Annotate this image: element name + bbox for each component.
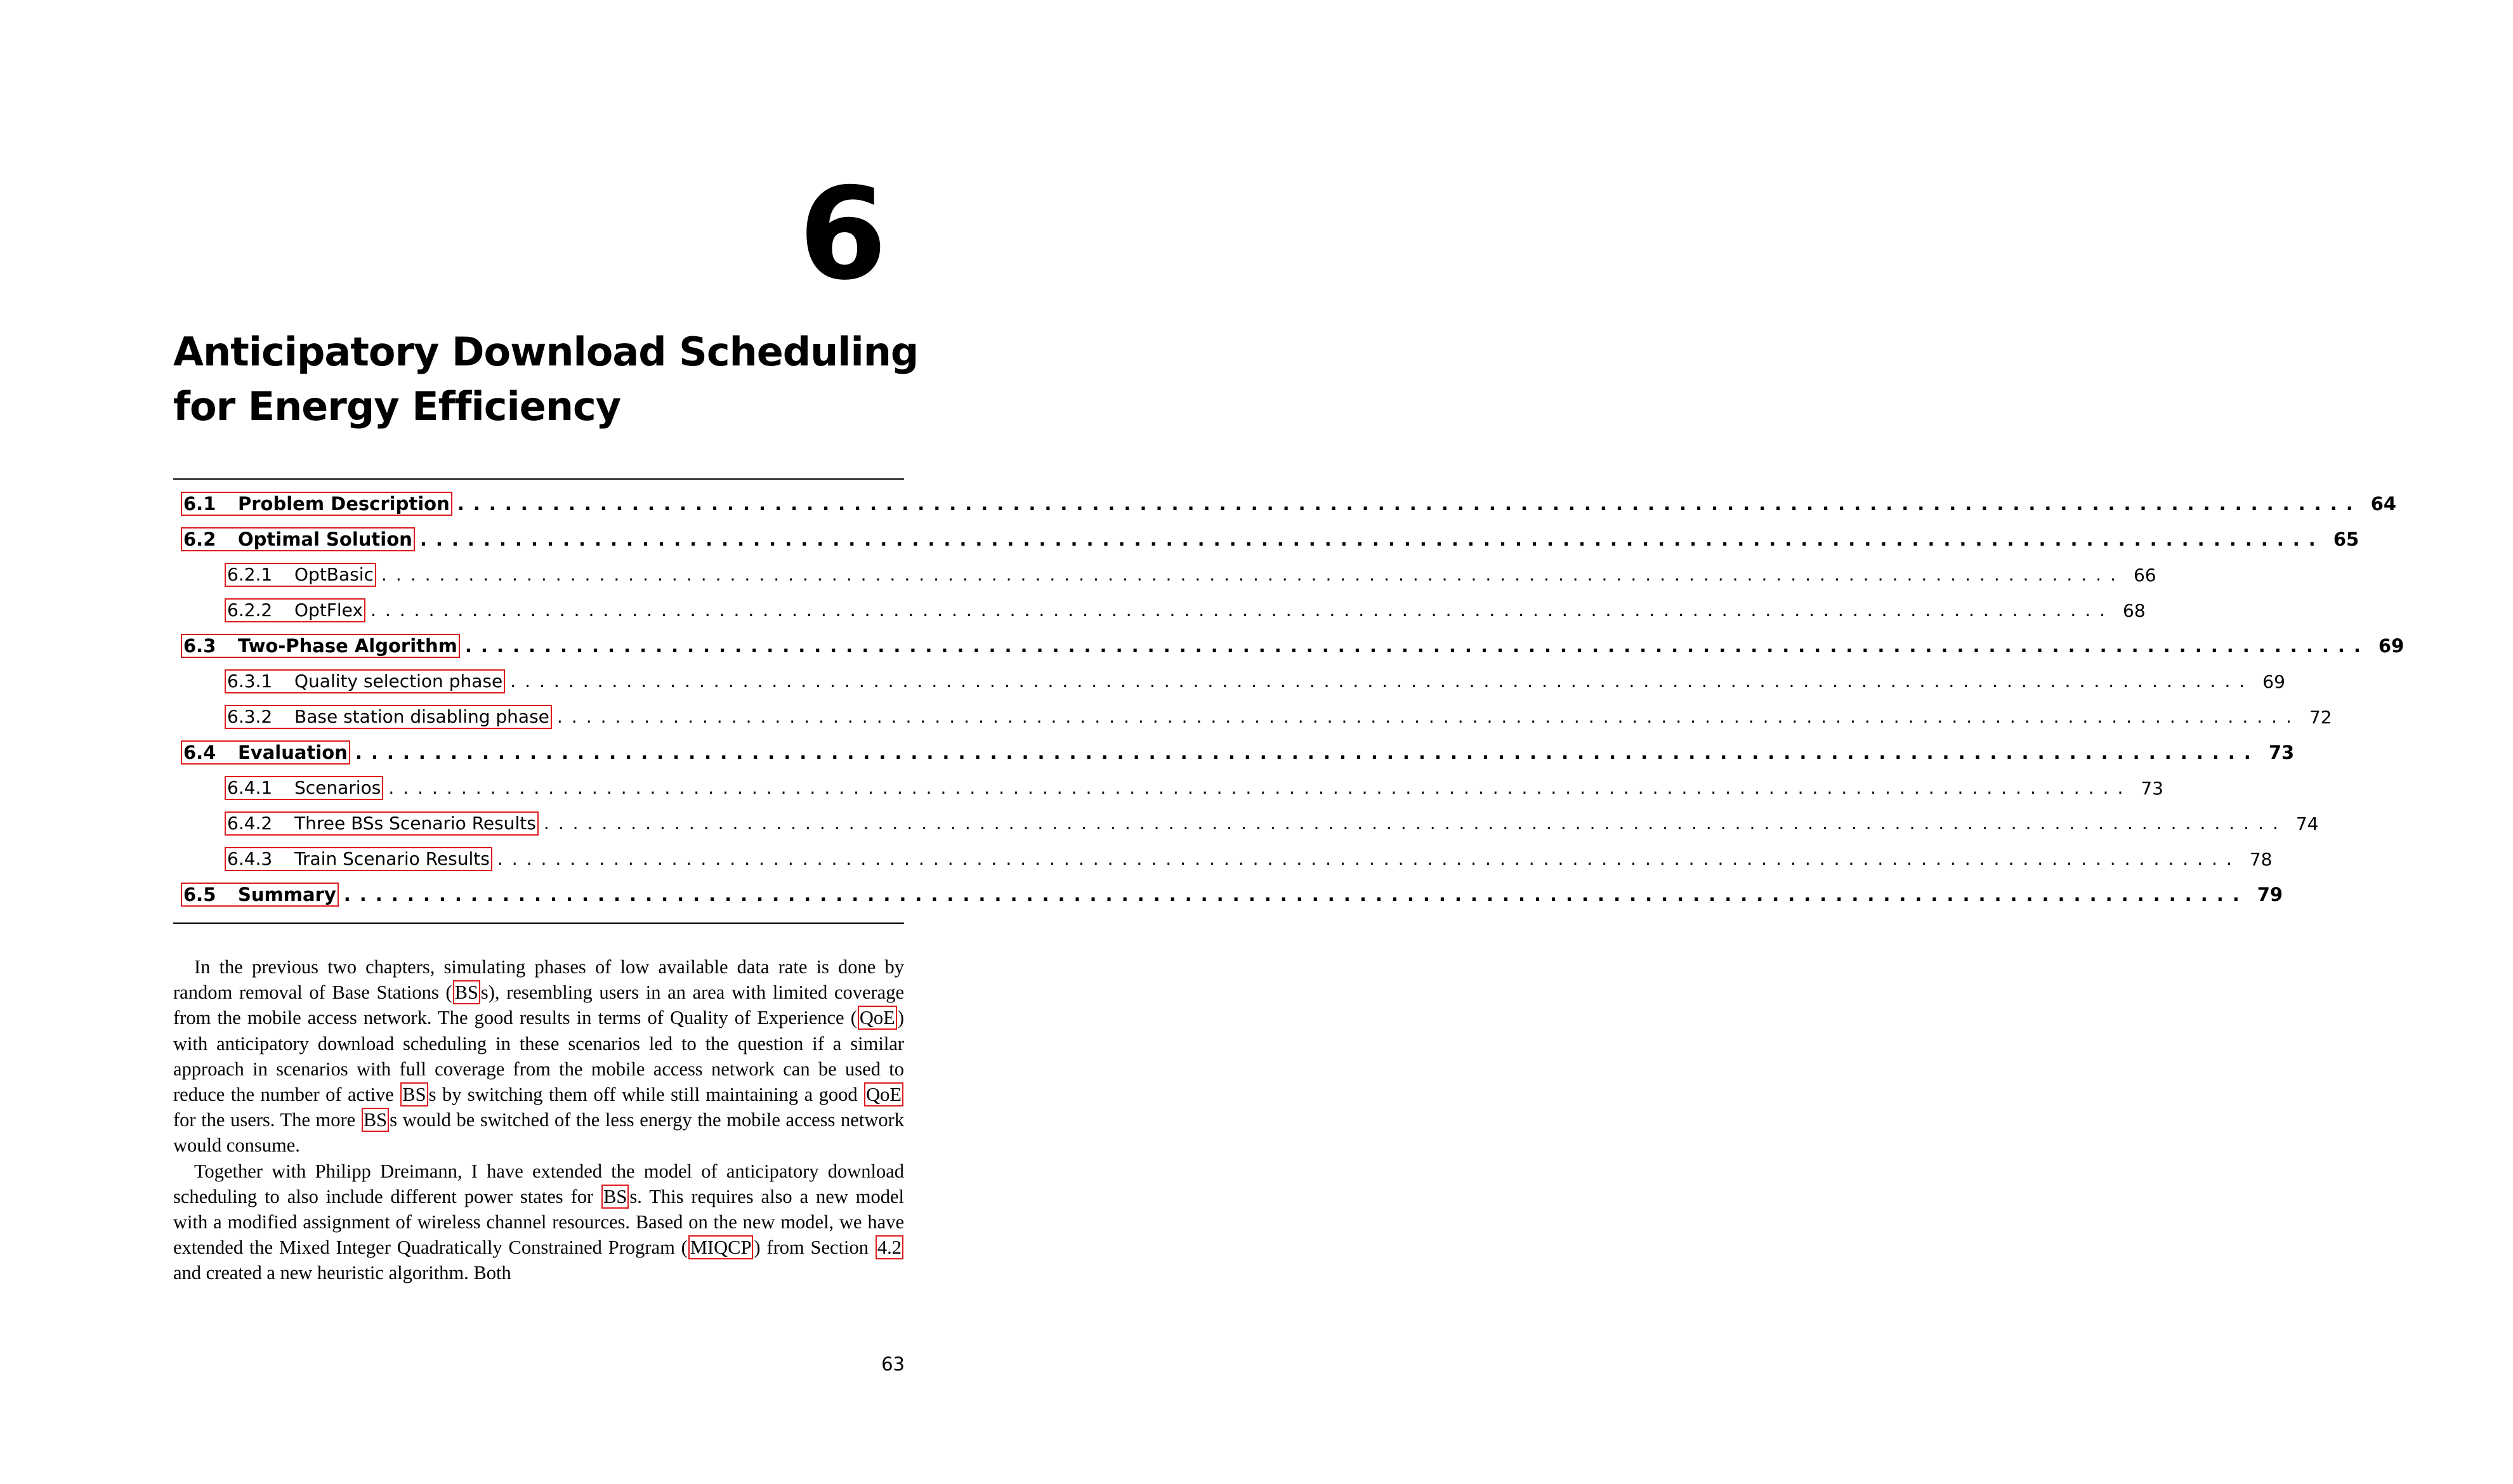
paragraph-text: Together with Philipp Dreimann, I have extended the model of anticipatory download scheduling to also include different power states for: [173, 1160, 904, 1207]
cross-reference-link[interactable]: MIQCP: [688, 1235, 754, 1259]
toc-entry: [173, 735, 2295, 770]
chapter-title-line-1: Anticipatory Download Scheduling: [173, 329, 919, 375]
cross-reference-link[interactable]: BS: [362, 1108, 389, 1132]
toc-leader-dots: ........................................................................................................................: [355, 742, 2260, 763]
toc-section-number: 6.4.3: [227, 848, 273, 869]
toc-leader-dots: ........................................................................................................................: [381, 564, 2125, 585]
toc-section-number: 6.3.2: [227, 706, 273, 727]
toc-page-number: 66: [2133, 564, 2156, 586]
paragraph-text: s would be switched of the less energy the mobile access network would consume.: [173, 1109, 904, 1157]
toc-section-title: Two-Phase Algorithm: [238, 634, 457, 657]
toc-page-number: 73: [2268, 742, 2295, 763]
toc-page-number: 73: [2141, 777, 2163, 799]
toc-link[interactable]: [225, 776, 383, 800]
toc-link[interactable]: [225, 847, 492, 871]
toc-section-title: Problem Description: [238, 492, 450, 515]
body-text: [173, 954, 904, 1286]
toc-page-number: 78: [2249, 848, 2273, 870]
toc-leader-dots: ........................................................................................................................: [457, 493, 2362, 515]
cross-reference-link[interactable]: 4.2: [876, 1235, 903, 1259]
table-of-contents: [173, 478, 2405, 924]
paragraph-text: ) from Section: [754, 1237, 875, 1259]
toc-link[interactable]: [225, 705, 552, 729]
toc-section-number: 6.2: [183, 528, 216, 550]
toc-section-number: 6.2.2: [227, 600, 273, 621]
chapter-title: [173, 325, 919, 434]
toc-leader-dots: ........................................................................................................................: [543, 813, 2287, 834]
cross-reference-link[interactable]: BS: [601, 1185, 629, 1209]
toc-link[interactable]: [225, 811, 539, 836]
toc-entry: [173, 770, 2163, 806]
toc-entry: [173, 664, 2285, 699]
toc-section-number: 6.4.2: [227, 813, 273, 834]
toc-section-number: 6.5: [183, 883, 216, 905]
toc-link[interactable]: [181, 740, 350, 765]
toc-entry: [173, 699, 2332, 735]
toc-section-number: 6.4: [183, 741, 216, 763]
toc-entry: [173, 522, 2359, 557]
toc-section-title: OptBasic: [294, 564, 374, 585]
toc-leader-dots: ........................................................................................................................: [497, 848, 2241, 869]
body-paragraph: [173, 954, 904, 1159]
paragraph-text: s), resembling users in an area with limited coverage from the mobile access network. The good results in terms of Quality of Experience (: [173, 982, 904, 1029]
toc-page-number: 74: [2295, 813, 2319, 834]
toc-page-number: 64: [2370, 493, 2397, 515]
toc-page-number: 65: [2333, 529, 2359, 550]
toc-link[interactable]: [181, 883, 339, 907]
toc-link[interactable]: [225, 563, 376, 587]
toc-page-number: 79: [2257, 884, 2283, 905]
toc-leader-dots: ........................................................................................................................: [419, 529, 2325, 550]
paragraph-text: In the previous two chapters, simulating phases of low available data rate is done by random removal of Base Stations (: [173, 956, 904, 1004]
toc-link[interactable]: [181, 634, 460, 658]
body-paragraph: [173, 1159, 904, 1286]
toc-page-number: 69: [2262, 671, 2285, 692]
toc-entry: [173, 593, 2146, 628]
toc-section-title: Train Scenario Results: [294, 848, 490, 869]
toc-link[interactable]: [225, 669, 505, 693]
paragraph-text: s by switching them off while still maintaining a good: [428, 1084, 864, 1106]
toc-entry: [173, 486, 2397, 522]
chapter-number: 6: [798, 161, 884, 308]
toc-leader-dots: ........................................................................................................................: [510, 671, 2254, 692]
toc-page-number: 68: [2123, 600, 2146, 621]
toc-section-number: 6.2.1: [227, 564, 273, 585]
toc-section-title: Optimal Solution: [238, 528, 412, 550]
toc-section-number: 6.1: [183, 492, 216, 515]
toc-section-number: 6.3: [183, 634, 216, 657]
toc-section-title: Evaluation: [238, 741, 348, 763]
toc-section-number: 6.4.1: [227, 777, 273, 798]
page-number: 63: [881, 1353, 905, 1375]
toc-section-title: Summary: [238, 883, 336, 905]
toc-entry: [173, 557, 2156, 593]
toc-page-number: 69: [2378, 635, 2405, 657]
toc-section-title: Three BSs Scenario Results: [294, 813, 536, 834]
toc-entry: [173, 841, 2273, 877]
paragraph-text: for the users. The more: [173, 1109, 361, 1131]
toc-link[interactable]: [225, 598, 365, 622]
toc-page-number: 72: [2309, 706, 2332, 728]
cross-reference-link[interactable]: QoE: [864, 1082, 903, 1106]
toc-leader-dots: ........................................................................................................................: [556, 706, 2300, 727]
toc-section-number: 6.3.1: [227, 671, 273, 692]
cross-reference-link[interactable]: BS: [453, 980, 480, 1004]
chapter-title-line-2: for Energy Efficiency: [173, 383, 621, 430]
toc-leader-dots: ........................................................................................................................: [464, 635, 2370, 657]
toc-entry: [173, 806, 2319, 841]
toc-section-title: Scenarios: [294, 777, 381, 798]
toc-leader-dots: ........................................................................................................................: [370, 600, 2115, 621]
paragraph-text: s. This requires also a new model with a modified assignment of wireless channel resources. Based on the new model, we have extended the Mixed Integer Quadratically Constrained Program (: [173, 1185, 904, 1259]
paragraph-text: and created a new heuristic algorithm. Both: [173, 1262, 511, 1284]
toc-entry: [173, 628, 2405, 664]
toc-section-title: Base station disabling phase: [294, 706, 549, 727]
toc-entry: [173, 877, 2283, 912]
toc-leader-dots: ........................................................................................................................: [343, 884, 2248, 905]
toc-link[interactable]: [181, 527, 415, 551]
cross-reference-link[interactable]: QoE: [858, 1006, 897, 1030]
toc-leader-dots: ........................................................................................................................: [388, 777, 2132, 798]
cross-reference-link[interactable]: BS: [400, 1082, 428, 1106]
paragraph-text: ) with anticipatory download scheduling in these scenarios led to the question if a similar approach in scenarios with full coverage from the mobile access network can be used to reduce the number of active: [173, 1007, 904, 1106]
toc-section-title: OptFlex: [294, 600, 363, 621]
toc-section-title: Quality selection phase: [294, 671, 503, 692]
toc-link[interactable]: [181, 492, 452, 516]
